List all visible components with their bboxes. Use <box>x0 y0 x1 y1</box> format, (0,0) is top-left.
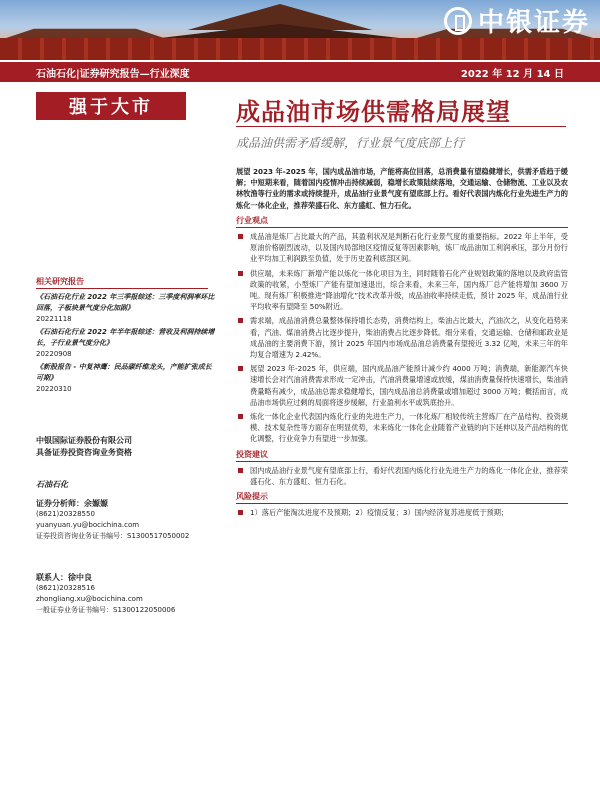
list-item: 需求端，成品油消费总量整体保持增长态势，消费结构上，柴油占比最大，汽油次之，从变化趋势来看，汽油、煤油消费占比逐步提升，柴油消费占比逐步降低。细分来看，交通运输、仓储和邮政业是成品油的主要消费下游，预计 2025 年国内市场成品油总消费量有望接近 3.32 亿吨，未来三年的年均复合增速为 2.42%。 <box>236 315 568 360</box>
list-item: 展望 2023 年-2025 年，供应端，国内成品油产能预计减少约 4000 万吨；消费端，新能源汽车快速增长会对汽油消费需求形成一定冲击，汽油消费量增速或放缓，煤油消费量保持快速增长，柴油消费量略有减少，成品油总需求稳健增长，国内成品油总消费量或增加超过 3000 万吨；概括而言，成品油市场供应过剩的局面将逐步缓解，行业盈利水平或筑底抬升。 <box>236 363 568 408</box>
analyst-block <box>36 498 216 542</box>
invest-list <box>236 465 568 487</box>
list-item: 供应端，未来炼厂新增产能以炼化一体化项目为主，同时随着石化产业规划政策的落地以及政府监管政策的收紧，小型炼厂产能有望加速退出，综合来看，未来三年，国内炼厂总产能将增加 3600 万吨。现有炼厂积极推进“降油增化”技术改革升级，成品油收率持续走低，预计 2025 年，成品油行业平均收率有望降至 50%附近。 <box>236 268 568 313</box>
title-divider <box>236 126 566 127</box>
org-info <box>36 435 216 459</box>
related-report-item[interactable] <box>36 327 216 360</box>
org-qualification: 具备证券投资咨询业务资格 <box>36 448 132 457</box>
contact-name: 联系人：徐中良 <box>36 573 92 582</box>
related-reports-title: 相关研究报告 <box>36 276 208 289</box>
views-list <box>236 231 568 445</box>
brand-logo <box>444 2 590 39</box>
related-report-date: 20221118 <box>36 315 72 323</box>
left-sidebar <box>36 276 216 616</box>
list-item: 成品油是炼厂占比最大的产品，其盈利状况是判断石化行业景气度的重要指标。2022 年上半年，受原油价格剧烈波动，以及国内局部地区疫情反复等因素影响，炼厂成品油加工利润承压，部分月份行业平均加工利润跌至负值，处于历史盈利底部区间。 <box>236 231 568 265</box>
contact-email[interactable]: zhongliang.xu@bocichina.com <box>36 595 143 603</box>
related-report-title: 《新股报告 - 中复神鹰：民品碳纤维龙头，产能扩张成长可期》 <box>36 363 212 382</box>
section-title-views: 行业观点 <box>236 215 568 228</box>
risk-list <box>236 507 568 518</box>
related-report-title: 《石油石化行业 2022 年三季报综述：三季度利润率环比回落，子板块景气度分化加剧》 <box>36 293 215 312</box>
org-name: 中银国际证券股份有限公司 <box>36 436 132 445</box>
contact-block <box>36 572 216 616</box>
banner-roof-lower <box>150 24 410 38</box>
list-item: 国内成品油行业景气度有望底部上行，看好代表国内炼化行业先进生产力的炼化一体化企业，推荐荣盛石化、东方盛虹、恒力石化。 <box>236 465 568 487</box>
banner-wall <box>0 38 600 60</box>
analyst-cert: 证券投资咨询业务证书编号：S1300517050002 <box>36 532 190 540</box>
related-report-item[interactable] <box>36 362 216 395</box>
header-banner <box>0 0 600 60</box>
bank-logo-icon <box>444 7 472 35</box>
contact-phone: (8621)20328516 <box>36 584 95 592</box>
sector-name: 石油石化 <box>36 480 68 489</box>
analyst-phone: (8621)20328550 <box>36 510 95 518</box>
section-title-invest: 投资建议 <box>236 449 568 462</box>
main-content <box>236 166 568 522</box>
list-item: 1）落后产能淘汰进度不及预期；2）疫情反复；3）国内经济复苏进度低于预期； <box>236 507 568 518</box>
related-report-item[interactable] <box>36 292 216 325</box>
contact-cert: 一般证券业务证书编号：S1300122050006 <box>36 606 176 614</box>
report-header-bar <box>0 62 600 82</box>
related-report-date: 20220310 <box>36 385 72 393</box>
report-subtitle: 成品油供需矛盾缓解，行业景气度底部上行 <box>236 136 465 150</box>
report-date: 2022 年 12 月 14 日 <box>460 68 564 80</box>
analyst-name: 证券分析师：余嫄嫄 <box>36 499 108 508</box>
rating-badge: 强于大市 <box>36 92 186 120</box>
list-item: 炼化一体化企业代表国内炼化行业的先进生产力，一体化炼厂相较传统主营炼厂在产品结构、投资规模、技术复杂性等方面存在明显优势，未来炼化一体化企业随着产业链的向下延伸以及产品结构的优化调整，行业竞争力有望进一步加强。 <box>236 411 568 445</box>
section-title-risk: 风险提示 <box>236 491 568 504</box>
report-category: 石油石化|证券研究报告—行业深度 <box>36 68 190 80</box>
related-report-title: 《石油石化行业 2022 年半年报综述：营收及利润持续增长，子行业景气度分化》 <box>36 328 215 347</box>
analyst-email[interactable]: yuanyuan.yu@bocichina.com <box>36 521 140 529</box>
summary-paragraph: 展望 2023 年-2025 年，国内成品油市场，产能将高位回落，总消费量有望稳健增长，供需矛盾趋于缓解；中短期来看，随着国内疫情冲击持续减弱，稳增长政策陆续落地，交通运输、仓储物流、工业以及农林牧渔等行业的需求或持续提升，成品油行业景气度有望底部上行。看好代表国内炼化行业先进生产力的炼化一体化企业，推荐荣盛石化、东方盛虹、恒力石化。 <box>236 167 568 210</box>
related-report-date: 20220908 <box>36 350 72 358</box>
report-title: 成品油市场供需格局展望 <box>236 97 511 126</box>
brand-logo-text: 中银证券 <box>477 8 590 38</box>
